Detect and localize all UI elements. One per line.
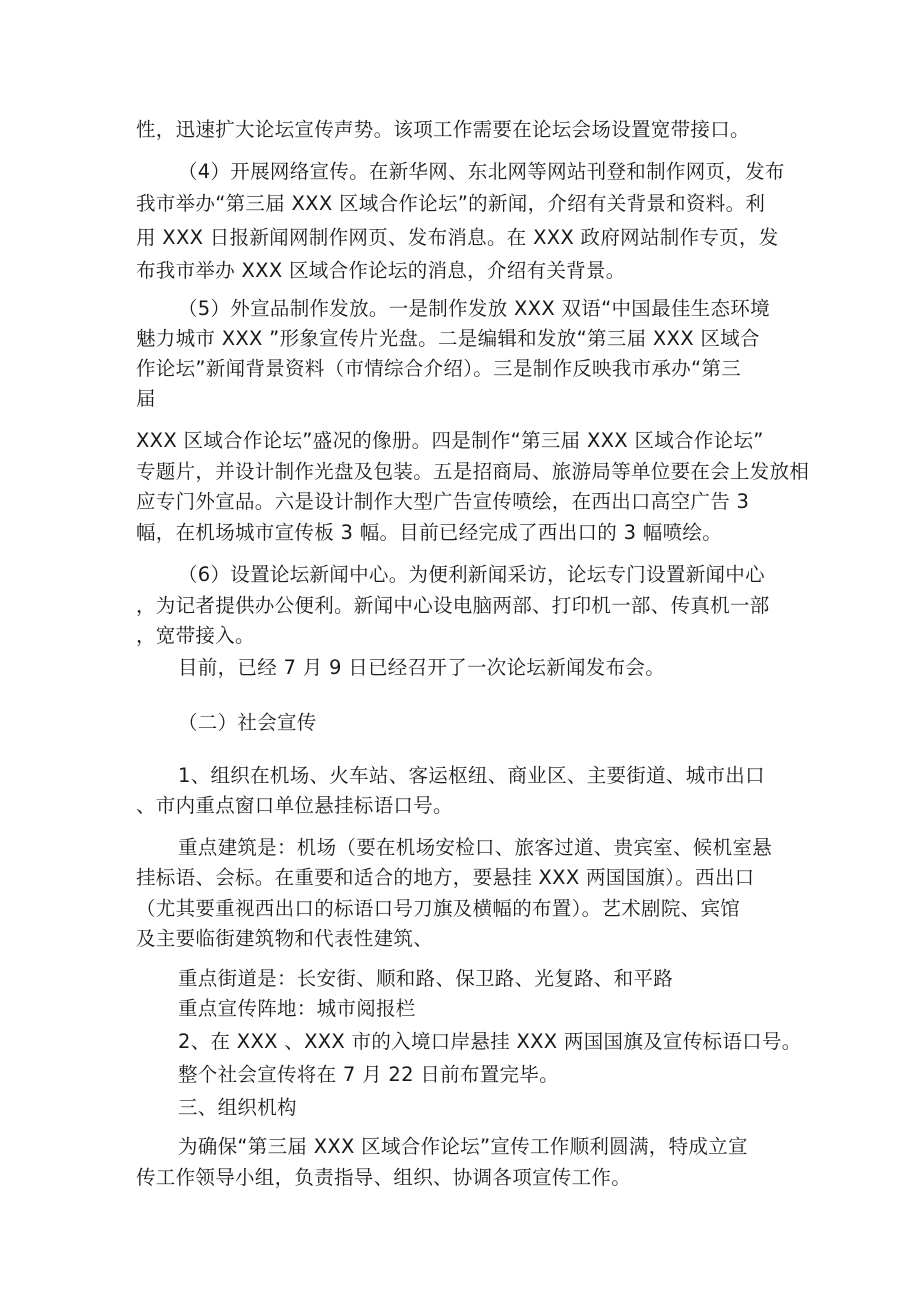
text-line: （尤其要重视西出口的标语口号刀旗及横幅的布置）。艺术剧院、宾馆 bbox=[136, 897, 741, 920]
text-line: ，宽带接入。 bbox=[136, 624, 255, 647]
text-line: ，为记者提供办公便利。新闻中心设电脑两部、打印机一部、传真机一部 bbox=[136, 594, 770, 617]
text-line: （5）外宣品制作发放。一是制作发放 XXX 双语“中国最佳生态环境 bbox=[178, 297, 770, 320]
text-line: 专题片，并设计制作光盘及包装。五是招商局、旅游局等单位要在会上发放相 bbox=[136, 460, 810, 483]
text-line: 2、在 XXX 、XXX 市的入境口岸悬挂 XXX 两国国旗及宣传标语口号。 bbox=[178, 1030, 802, 1053]
text-line: 及主要临街建筑物和代表性建筑、 bbox=[136, 927, 434, 950]
text-line: 届 bbox=[136, 387, 156, 410]
text-line: 重点建筑是：机场（要在机场安检口、旅客过道、贵宾室、候机室悬 bbox=[178, 836, 773, 859]
text-line: 布我市举办 XXX 区域合作论坛的消息，介绍有关背景。 bbox=[136, 259, 626, 282]
text-line: 作论坛”新闻背景资料（市情综合介绍）。三是制作反映我市承办“第三 bbox=[136, 357, 742, 380]
text-line: 1、组织在机场、火车站、客运枢纽、商业区、主要街道、城市出口 bbox=[178, 764, 765, 787]
text-line: 魅力城市 XXX ”形象宣传片光盘。二是编辑和发放“第三届 XXX 区域合 bbox=[136, 327, 760, 350]
text-line: 应专门外宣品。六是设计制作大型广告宣传喷绘，在西出口高空广告 3 bbox=[136, 490, 750, 513]
text-line: 性，迅速扩大论坛宣传声势。该项工作需要在论坛会场设置宽带接口。 bbox=[136, 118, 750, 141]
text-line: 重点街道是：长安街、顺和路、保卫路、光复路、和平路 bbox=[178, 967, 674, 990]
text-line: （4）开展网络宣传。在新华网、东北网等网站刊登和制作网页，发布 bbox=[178, 160, 785, 183]
text-line: 传工作领导小组，负责指导、组织、协调各项宣传工作。 bbox=[136, 1166, 632, 1189]
text-line: 为确保“第三届 XXX 区域合作论坛”宣传工作顺利圆满，特成立宣 bbox=[178, 1135, 748, 1158]
text-line: （6）设置论坛新闻中心。为便利新闻采访，论坛专门设置新闻中心 bbox=[178, 563, 765, 586]
text-line: 用 XXX 日报新闻网制作网页、发布消息。在 XXX 政府网站制作专页，发 bbox=[136, 226, 779, 249]
section-heading: （二）社会宣传 bbox=[178, 711, 317, 734]
section-heading: 三、组织机构 bbox=[178, 1096, 297, 1119]
text-line: 挂标语、会标。在重要和适合的地方，要悬挂 XXX 两国国旗）。西出口 bbox=[136, 866, 755, 889]
text-line: XXX 区域合作论坛”盛况的像册。四是制作“第三届 XXX 区域合作论坛” bbox=[136, 429, 764, 452]
text-line: 目前，已经 7 月 9 日已经召开了一次论坛新闻发布会。 bbox=[178, 656, 666, 679]
text-line: 我市举办“第三届 XXX 区域合作论坛”的新闻，介绍有关背景和资料。利 bbox=[136, 192, 766, 215]
text-line: 重点宣传阵地：城市阅报栏 bbox=[178, 997, 416, 1020]
text-line: 、市内重点窗口单位悬挂标语口号。 bbox=[136, 794, 453, 817]
text-line: 整个社会宣传将在 7 月 22 日前布置完毕。 bbox=[178, 1063, 559, 1086]
text-line: 幅，在机场城市宣传板 3 幅。目前已经完成了西出口的 3 幅喷绘。 bbox=[136, 521, 723, 544]
